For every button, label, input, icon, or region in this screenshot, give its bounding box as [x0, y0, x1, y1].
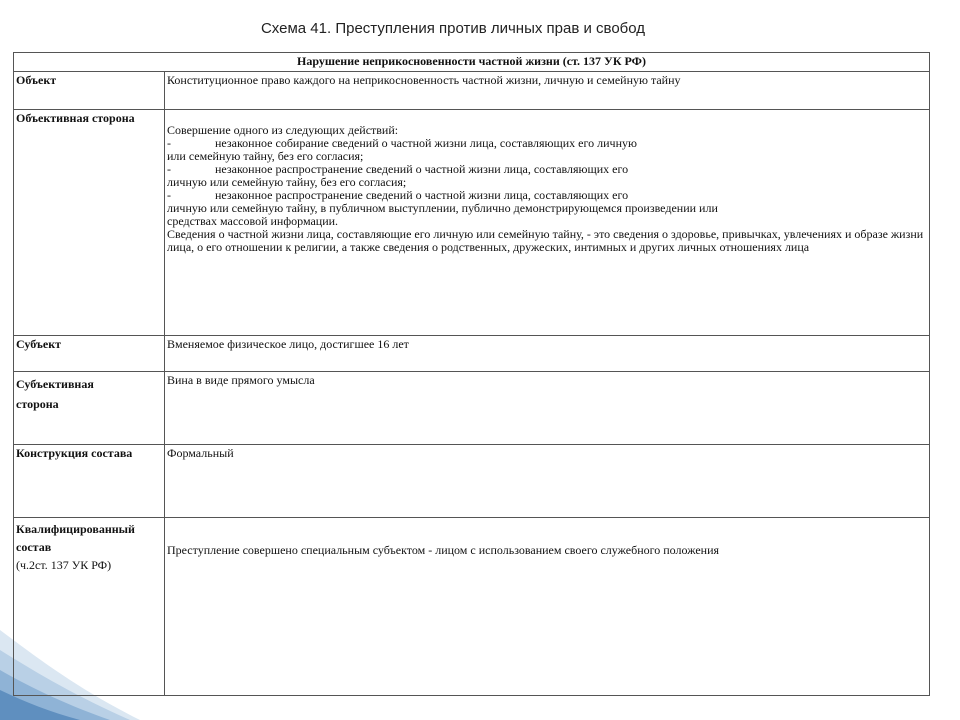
row-value: Конституционное право каждого на неприкосновенность частной жизни, личную и семейную тайну [165, 72, 930, 110]
table-header-row [14, 53, 930, 72]
row-label-sub: (ч.2ст. 137 УК РФ) [16, 558, 112, 572]
row-value: Вина в виде прямого умысла [165, 372, 930, 445]
objective-note: Сведения о частной жизни лица, составляющие его личную или семейную тайну, - это сведения о здоровье, привычках, увлечениях и образе жизни лица, о его отношении к религии, а также сведения о родственных, дружеских, интимных и других личных отношениях лица [167, 227, 924, 254]
table-row-qualified [14, 518, 930, 696]
crime-structure-table [13, 52, 930, 696]
table-header: Нарушение неприкосновенности частной жизни (ст. 137 УК РФ) [14, 53, 930, 72]
list-item: - незаконное распространение сведений о частной жизни лица, составляющих его личную или семейную тайну, в публичном выступлении, публично демонстрирующемся произведении или средствах массовой информации. [167, 188, 718, 228]
table-row-construction [14, 445, 930, 518]
row-label: Конструкция состава [14, 445, 165, 518]
list-item: - незаконное собирание сведений о частной жизни лица, составляющих его личную или семейную тайну, без его согласия; [167, 136, 637, 163]
row-value: Формальный [165, 445, 930, 518]
list-item: - незаконное распространение сведений о частной жизни лица, составляющих его личную или семейную тайну, без его согласия; [167, 162, 629, 189]
row-label-main: Квалифицированный состав [16, 522, 135, 554]
row-value: Преступление совершено специальным субъектом - лицом с использованием своего служебного положения [165, 518, 930, 696]
table-row-subjective [14, 372, 930, 445]
table-row-subject [14, 336, 930, 372]
row-label: Объект [14, 72, 165, 110]
slide-title: Схема 41. Преступления против личных прав и свобод [260, 20, 646, 37]
row-label: Субъективная сторона [14, 372, 165, 445]
row-label: Объективная сторона [14, 110, 165, 336]
row-value: Вменяемое физическое лицо, достигшее 16 лет [165, 336, 930, 372]
table-row-object [14, 72, 930, 110]
objective-intro: Совершение одного из следующих действий: [167, 123, 399, 137]
row-value [165, 110, 930, 336]
row-label [14, 518, 165, 696]
table-row-objective [14, 110, 930, 336]
row-label: Субъект [14, 336, 165, 372]
